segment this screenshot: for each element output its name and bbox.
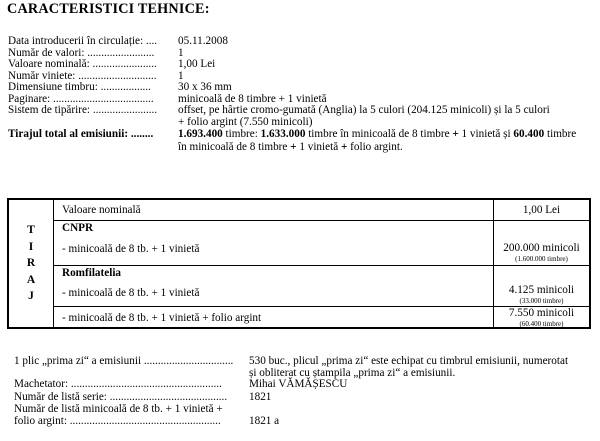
spec-label: Dimensiune timbru: .................. [8,81,151,93]
table-row [53,307,589,329]
detail-value: Mihai VĂMĂȘESCU [249,378,348,390]
page-title: CARACTERISTICI TEHNICE: [7,1,210,17]
tiraj-total-value-continued [178,141,403,154]
row-value-cell [493,280,589,306]
table-header-row [53,200,589,221]
row-value: 4.125 minicoli [508,284,575,296]
detail-label: Număr de listă minicoală de 8 tb. + 1 vinietă + [14,403,223,415]
tiraj-total-row [8,128,598,154]
detail-value: 530 buc., plicul „prima zi“ este echipat cu timbrul emisiunii, numerotat [249,355,569,367]
tiraj-side-column [9,200,54,327]
spec-row [8,93,598,105]
side-letter: I [28,240,34,253]
header-label: Valoare nominală [62,204,141,216]
spec-value: 05.11.2008 [178,35,228,47]
technical-specs [8,35,598,154]
spec-row [8,35,598,47]
spec-value: minicoală de 8 timbre + 1 vinietă [178,92,327,105]
spec-label: Sistem de tipărire: ....................... [8,104,158,116]
plus-sign: + [290,140,297,153]
spec-label: Data introducerii în circulație: .... [8,35,158,47]
total-stamps: 1.693.400 [178,128,223,140]
empty-cell [493,266,589,280]
row-value-cell [493,235,589,265]
empty-cell [493,221,589,235]
spec-row [8,104,598,128]
text-fragment: timbre în minicoală de 8 timbre [305,128,453,140]
table-row [53,280,589,307]
detail-row [14,378,594,391]
side-letter: A [26,273,36,286]
spec-value: 1 [178,46,184,59]
row-value: 200.000 minicoli [503,242,580,254]
spec-value-continued: + folio argint (7.550 minicoli) [178,115,313,128]
detail-label: folio argint: ...................................................... [14,414,221,427]
detail-label: 1 plic „prima zi“ a emisiunii ................................ [14,355,234,367]
text-fragment: timbre: [222,128,261,140]
detail-label: Număr de listă serie: .......................................... [14,390,228,403]
romfilatelia-label: Romfilatelia [62,267,122,279]
detail-value: 1821 [249,390,272,403]
tiraj-total-value [178,128,576,141]
text-fragment: folio argint. [347,140,403,153]
row-subvalue: (60.400 timbre) [519,320,564,328]
side-letter: R [26,257,36,269]
spec-label: Număr viniete: ............................ [8,69,157,82]
tiraj-side-label [9,222,53,305]
spec-value: 1 [178,69,184,82]
spec-value: offset, pe hârtie cromo-gumată (Anglia) la 5 culori (204.125 minicoli) și la 5 culori [178,104,550,116]
detail-value-continued: și obliterat cu ștampila „prima zi“ a emisiunii. [249,366,456,379]
row-value: 7.550 minicoli [508,307,575,319]
tiraj-total-label: Tirajul total al emisiunii: ........ [8,128,154,140]
foil-stamps: 60.400 [513,128,545,140]
cnpr-label: CNPR [62,222,94,234]
plus-sign: + [340,140,348,153]
minisheet-stamps: 1.633.000 [260,128,306,140]
table-row [53,235,589,266]
detail-value: 1821 a [249,414,280,427]
text-fragment: 1 vinietă și [458,128,514,140]
row-label: - minicoală de 8 tb. + 1 vinietă [62,287,200,299]
spec-row [8,81,598,93]
spec-row [8,47,598,59]
spec-label: Paginare: .................................... [8,92,154,105]
row-label: - minicoală de 8 tb. + 1 vinietă + folio argint [62,312,262,324]
spec-value: 1,00 Lei [178,58,216,70]
header-value: 1,00 Lei [522,204,561,216]
detail-row [14,391,594,404]
row-subvalue: (1.600.000 timbre) [515,255,568,263]
detail-label: Machetator: ...................................................... [14,378,222,390]
cnpr-heading-row [53,221,589,235]
header-value-cell [493,200,589,220]
spec-row [8,70,598,82]
row-subvalue: (33.000 timbre) [519,297,564,305]
detail-row [14,403,594,415]
text-fragment: în minicoală de 8 timbre [178,140,291,153]
spec-label: Număr de valori: ........................ [8,46,155,59]
detail-row [14,355,594,378]
row-value-cell [493,307,589,329]
text-fragment: 1 vinietă [296,140,341,153]
issue-details [14,355,594,426]
text-fragment: timbre [544,128,577,140]
tiraj-table [7,198,591,329]
spec-row [8,58,598,70]
romfilatelia-heading-row [53,266,589,280]
plus-sign: + [452,128,459,140]
side-letter: T [27,224,35,236]
spec-label: Valoare nominală: ....................... [8,58,157,70]
detail-row [14,415,594,427]
spec-value: 30 x 36 mm [178,81,232,93]
row-label: - minicoală de 8 tb. + 1 vinietă [62,243,200,255]
side-letter: J [28,290,34,302]
